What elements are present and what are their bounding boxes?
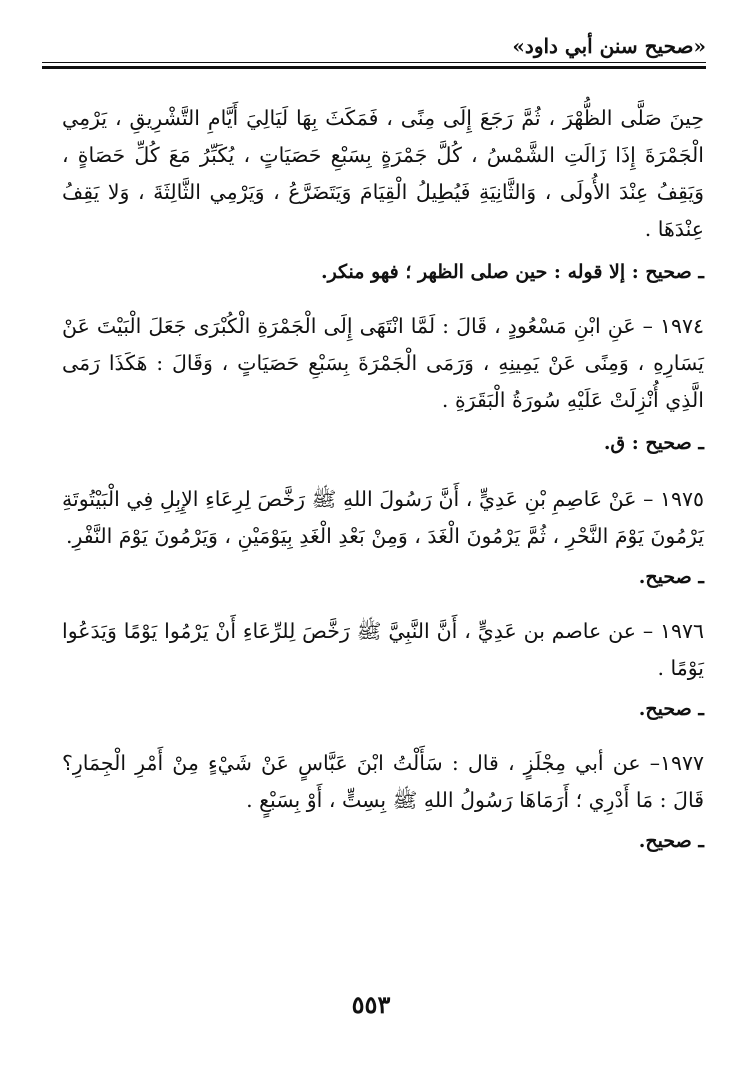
hadith-number: ١٩٧٤ — [659, 314, 704, 338]
page-number: ٥٥٣ — [351, 990, 391, 1019]
hadith-1975: ١٩٧٥ – عَنْ عَاصِمِ بْنِ عَدِيٍّ ، أَنَّ رَسُولَ اللهِ ﷺ رَخَّصَ لِرِعَاءِ الإِبِلِ فِي الْبَيْتُوتَةِ يَرْمُونَ يَوْمَ النَّحْرِ ، ثُمَّ يَرْمُونَ الْغَدَ ، وَمِنْ بَعْدِ الْغَدِ بِيَوْمَيْنِ ، وَيَرْمُونَ يَوْمَ النَّفْرِ. — [62, 487, 704, 548]
paragraph-continuation: حِينَ صَلَّى الظُّهْرَ ، ثُمَّ رَجَعَ إِلَى مِنًى ، فَمَكَثَ بِهَا لَيَالِيَ أَيَّامِ التَّشْرِيقِ ، يَرْمِي الْجَمْرَةَ إِذَا زَالَتِ الشَّمْسُ ، كُلَّ جَمْرَةٍ بِسَبْعِ حَصَيَاتٍ ، يُكَبِّرُ مَعَ كُلِّ حَصَاةٍ ، وَيَقِفُ عِنْدَ الأُولَى ، وَالثَّانِيَةِ فَيُطِيلُ الْقِيَامَ وَيَتَضَرَّعُ ، وَيَرْمِي الثَّالِثَةَ ، وَلا يَقِفُ عِنْدَهَا . — [62, 106, 704, 241]
grade-line: ـ صحيح. — [638, 566, 704, 588]
hadith-text: عن عاصم بن عَدِيٍّ ، أَنَّ النَّبِيَّ ﷺ رَخَّصَ لِلرِّعَاءِ أَنْ يَرْمُوا يَوْمًا وَيَدَعُوا يَوْمًا . — [62, 619, 704, 680]
page-content — [62, 100, 704, 857]
header-rule-thick — [42, 66, 706, 69]
hadith-1977: ١٩٧٧– عن أبي مِجْلَزٍ ، قال : سَأَلْتُ ابْنَ عَبَّاسٍ عَنْ شَيْءٍ مِنْ أَمْرِ الْجِمَارِ؟ قَالَ : مَا أَدْرِي ؛ أَرَمَاهَا رَسُولُ اللهِ ﷺ بِسِتٍّ ، أَوْ بِسَبْعٍ . — [62, 751, 704, 812]
hadith-1976: ١٩٧٦ – عن عاصم بن عَدِيٍّ ، أَنَّ النَّبِيَّ ﷺ رَخَّصَ لِلرِّعَاءِ أَنْ يَرْمُوا يَوْمًا وَيَدَعُوا يَوْمًا . — [62, 619, 704, 680]
hadith-text: عَنِ ابْنِ مَسْعُودٍ ، قَالَ : لَمَّا انْتَهَى إِلَى الْجَمْرَةِ الْكُبْرَى جَعَلَ الْبَيْتَ عَنْ يَسَارِهِ ، وَمِنًى عَنْ يَمِينِهِ ، وَرَمَى الْجَمْرَةَ بِسَبْعِ حَصَيَاتٍ ، وَقَالَ : هَكَذَا رَمَى الَّذِي أُنْزِلَتْ عَلَيْهِ سُورَةُ الْبَقَرَةِ . — [62, 314, 704, 412]
grade-line: ـ صحيح : إلا قوله : حين صلى الظهر ؛ فهو منكر. — [320, 261, 704, 283]
grade-line: ـ صحيح. — [638, 698, 704, 720]
hadith-1974: ١٩٧٤ – عَنِ ابْنِ مَسْعُودٍ ، قَالَ : لَمَّا انْتَهَى إِلَى الْجَمْرَةِ الْكُبْرَى جَعَلَ الْبَيْتَ عَنْ يَسَارِهِ ، وَمِنًى عَنْ يَمِينِهِ ، وَرَمَى الْجَمْرَةَ بِسَبْعِ حَصَيَاتٍ ، وَقَالَ : هَكَذَا رَمَى الَّذِي أُنْزِلَتْ عَلَيْهِ سُورَةُ الْبَقَرَةِ . — [62, 314, 704, 412]
grade-line: ـ صحيح. — [638, 830, 704, 852]
hadith-number: ١٩٧٥ — [659, 487, 704, 511]
hadith-number: ١٩٧٧ — [659, 751, 704, 775]
hadith-number: ١٩٧٦ — [659, 619, 704, 643]
header-rule — [42, 62, 706, 63]
hadith-text: عن أبي مِجْلَزٍ ، قال : سَأَلْتُ ابْنَ عَبَّاسٍ عَنْ شَيْءٍ مِنْ أَمْرِ الْجِمَارِ؟ قَالَ : مَا أَدْرِي ؛ أَرَمَاهَا رَسُولُ اللهِ ﷺ بِسِتٍّ ، أَوْ بِسَبْعٍ . — [62, 751, 704, 812]
grade-line: ـ صحيح : ق. — [603, 432, 704, 454]
running-header-title: «صحيح سنن أبي داود» — [512, 34, 706, 58]
hadith-text: عَنْ عَاصِمِ بْنِ عَدِيٍّ ، أَنَّ رَسُولَ اللهِ ﷺ رَخَّصَ لِرِعَاءِ الإِبِلِ فِي الْبَيْتُوتَةِ يَرْمُونَ يَوْمَ النَّحْرِ ، ثُمَّ يَرْمُونَ الْغَدَ ، وَمِنْ بَعْدِ الْغَدِ بِيَوْمَيْنِ ، وَيَرْمُونَ يَوْمَ النَّفْرِ. — [62, 487, 704, 548]
